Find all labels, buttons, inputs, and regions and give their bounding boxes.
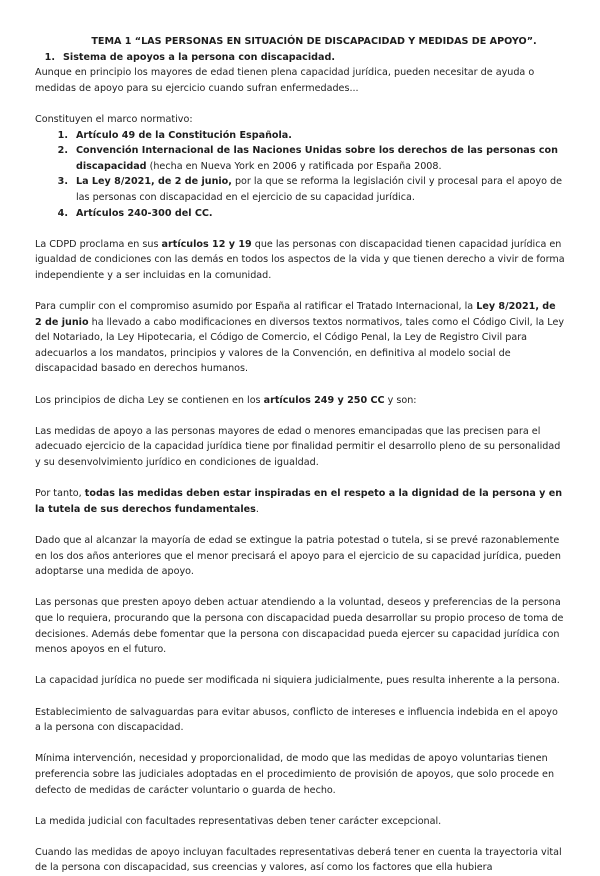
paragraph-facultades: Cuando las medidas de apoyo incluyan facultades representativas deberá tener en cuenta la trayectoria vital de la persona con discapacidad, sus creencias y valores, así como los factores que ella hubiera [35,846,562,874]
paragraph-capacidad: La capacidad jurídica no puede ser modificada ni siquiera judicialmente, pues resulta inherente a la persona. [35,675,560,687]
list-item [48,206,565,222]
list-item-text: (hecha en Nueva York en 2006 y ratificada por España 2008. [146,160,442,172]
paragraph-mayoria-edad: Dado que al alcanzar la mayoría de edad se extingue la patria potestad o tutela, si se prevé razonablemente en los dos años anteriores que el menor precisará el apoyo para el ejercicio de su capacidad jurídica, pueden adoptarse una medida de apoyo. [35,535,561,578]
list-item [48,143,565,174]
paragraph-medida-judicial: La medida judicial con facultades representativas deben tener carácter excepcional. [35,815,442,827]
list-item-number: 1. [57,129,68,141]
paragraph-compromiso: Para cumplir con el compromiso asumido por España al ratificar el Tratado Internacional, la Ley 8/2021, de 2 de junio ha llevado a cabo modificaciones en diversos textos normativos, tales como el Código Civil, la Ley del Notariado, la Ley Hipotecaria, el Código de Comercio, el Código Penal, la Ley de Registro Civil para adecuarlos a los mandatos, principios y valores de la Convención, en definitiva al modelo social de discapacidad basado en derechos humanos. [35,301,565,375]
list-item-number: 3. [57,176,68,188]
document-title: TEMA 1 “LAS PERSONAS EN SITUACIÓN DE DISCAPACIDAD Y MEDIDAS DE APOYO”. [91,36,537,47]
paragraph-salvaguardas: Establecimiento de salvaguardas para evitar abusos, conflicto de intereses e influencia indebida en el apoyo a la persona con discapacidad. [35,706,558,734]
section-heading [35,50,565,66]
paragraph-personas-apoyo: Las personas que presten apoyo deben actuar atendiendo a la voluntad, deseos y preferencias de la persona que lo requiera, procurando que la persona con discapacidad pueda desarrollar su propio proceso de toma de decisiones. Además debe fomentar que la persona con discapacidad pueda ejercer su capacidad jurídica con menos apoyos en el futuro. [35,597,564,656]
marco-list [48,128,565,222]
paragraph-minima-intervencion: Mínima intervención, necesidad y proporcionalidad, de modo que las medidas de apoyo voluntarias tienen preferencia sobre las judiciales adoptadas en el procedimiento de provisión de apoyos, que solo procede en defecto de medidas de carácter voluntario o guarda de hecho. [35,753,555,796]
document-page [35,34,565,876]
list-item-bold: La Ley 8/2021, de 2 de junio, [76,176,232,188]
list-item-bold: Artículo 49 de la Constitución Española. [76,129,292,141]
section-title: Sistema de apoyos a la persona con discapacidad. [63,51,335,63]
list-item-number: 2. [57,145,68,157]
marco-intro: Constituyen el marco normativo: [35,113,193,125]
list-item [48,128,565,144]
list-item-bold: Artículos 240-300 del CC. [76,207,213,219]
list-item [48,174,565,205]
list-item-bold: Convención Internacional de las Naciones Unidas sobre los derechos de las personas con discapacidad [76,145,558,172]
list-item-text: por la que se reforma la legislación civil y procesal para el apoyo de las personas con discapacidad en el ejercicio de su capacidad jurídica. [76,176,562,203]
paragraph-cdpd: La CDPD proclama en sus artículos 12 y 19 que las personas con discapacidad tienen capacidad jurídica en igualdad de condiciones con las demás en todos los aspectos de la vida y que tienen derecho a vivir de forma independiente y a ser incluidas en la comunidad. [35,238,565,281]
paragraph-por-tanto: Por tanto, todas las medidas deben estar inspiradas en el respeto a la dignidad de la persona y en la tutela de sus derechos fundamentales. [35,488,563,515]
paragraph-principios: Los principios de dicha Ley se contienen en los artículos 249 y 250 CC y son: [35,394,417,406]
list-item-number: 4. [57,207,68,219]
intro-paragraph: Aunque en principio los mayores de edad tienen plena capacidad jurídica, pueden necesitar de ayuda o medidas de apoyo para su ejercicio cuando sufran enfermedades... [35,67,535,94]
section-number: 1. [44,51,55,63]
paragraph-medidas: Las medidas de apoyo a las personas mayores de edad o menores emancipadas que las precisen para el adecuado ejercicio de la capacidad jurídica tiene por finalidad permitir el desarrollo pleno de su personalidad y su desenvolvimiento jurídico en condiciones de igualdad. [35,425,561,469]
